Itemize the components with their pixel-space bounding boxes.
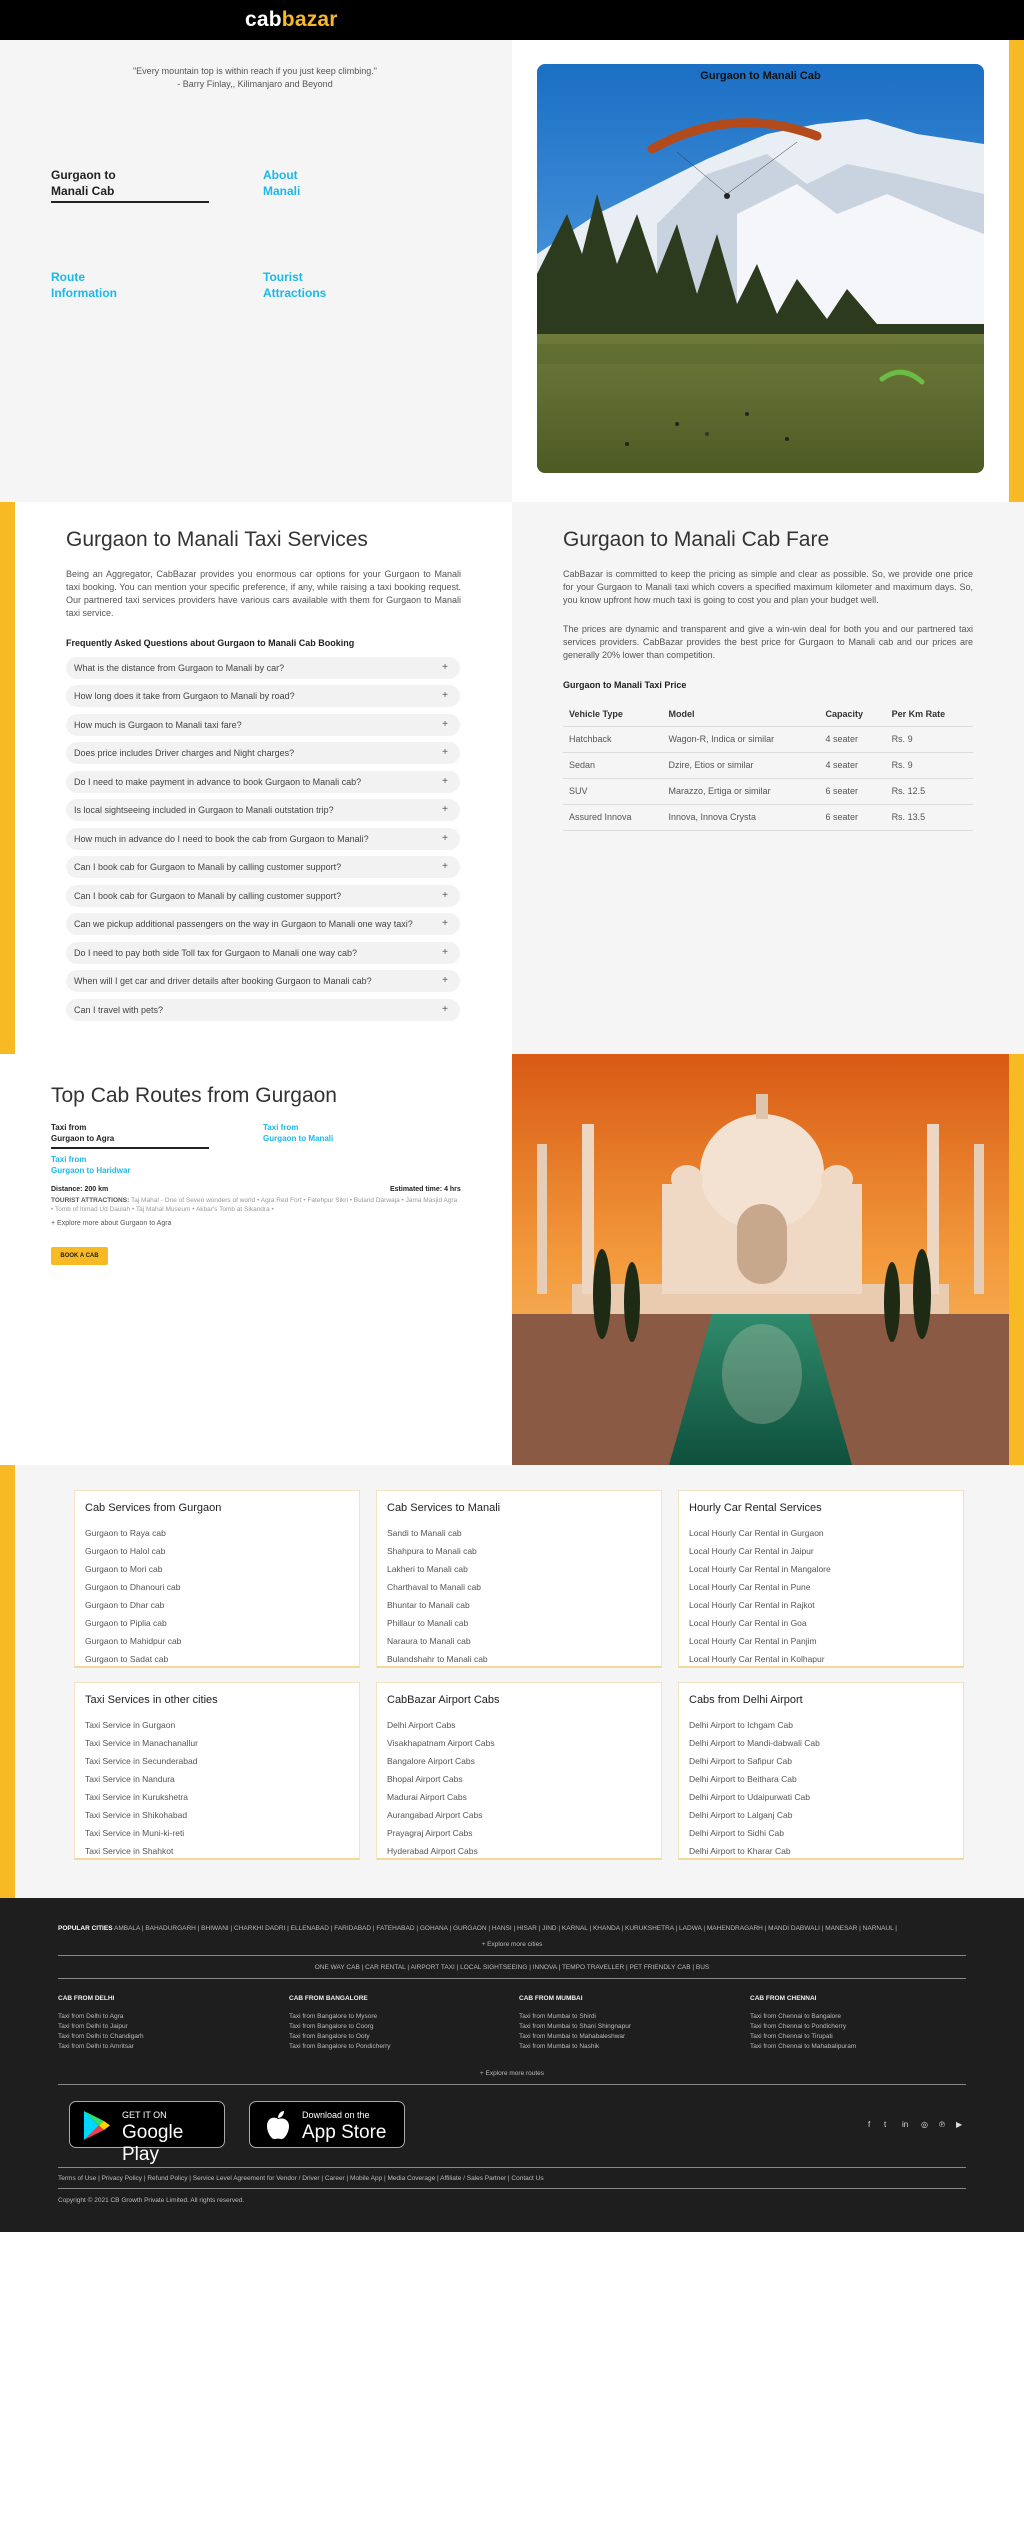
faq-item[interactable] bbox=[66, 771, 460, 793]
top-bar bbox=[0, 0, 1024, 40]
tab-label: About bbox=[263, 168, 298, 182]
services-title: Gurgaon to Manali Taxi Services bbox=[66, 528, 368, 551]
taj-mahal-image bbox=[512, 1054, 1009, 1465]
book-cab-button[interactable]: BOOK A CAB bbox=[51, 1247, 108, 1265]
footer-column-mumbai bbox=[519, 2012, 631, 2052]
attractions-list: Taj Mahal - One of Seven wonders of world • Agra Red Fort • Fatehpur Sikri • Buland Darwaja • Jama Masjid Agra • Tomb of Itimad Ud Daulah • Taj Mahal Museum • Akbar's Tomb at Sikandra • bbox=[51, 1197, 458, 1213]
column-header: Model bbox=[662, 702, 819, 726]
list-item[interactable]: Local Hourly Car Rental in Panjim bbox=[689, 1636, 817, 1646]
footer-link[interactable]: Taxi from Delhi to Jaipur bbox=[58, 2023, 128, 2030]
faq-question: Is local sightseeing included in Gurgaon to Manali outstation trip? bbox=[74, 805, 334, 815]
faq-heading: Frequently Asked Questions about Gurgaon to Manali Cab Booking bbox=[66, 638, 355, 648]
footer-legal-links[interactable]: Terms of Use | Privacy Policy | Refund Policy | Service Level Agreement for Vendor / Driver | Career | Mobile App | Media Coverage | Affiliate / Sales Partner | Contact Us bbox=[58, 2175, 544, 2182]
route-time: Estimated time: 4 hrs bbox=[390, 1186, 461, 1193]
card-hourly-car-rental bbox=[678, 1490, 964, 1668]
list-item[interactable]: Gurgaon to Dhanouri cab bbox=[85, 1582, 181, 1592]
table-cell: Wagon-R, Indica or similar bbox=[662, 726, 819, 752]
divider bbox=[58, 2167, 966, 2168]
app-store-big-text: App Store bbox=[302, 2122, 387, 2143]
fare-table bbox=[563, 702, 973, 831]
fare-title: Gurgaon to Manali Cab Fare bbox=[563, 528, 830, 551]
faq-question: How much in advance do I need to book the cab from Gurgaon to Manali? bbox=[74, 834, 369, 844]
list-item[interactable]: Delhi Airport to Udaipurwati Cab bbox=[689, 1792, 810, 1802]
plus-icon[interactable]: + bbox=[442, 1004, 448, 1015]
faq-question: What is the distance from Gurgaon to Manali by car? bbox=[74, 663, 285, 673]
list-item[interactable]: Delhi Airport to Mandi-dabwali Cab bbox=[689, 1738, 820, 1748]
list-item[interactable]: Gurgaon to Mahidpur cab bbox=[85, 1636, 182, 1646]
tab-label: Route bbox=[51, 270, 85, 284]
faq-item[interactable] bbox=[66, 856, 460, 878]
card-title: Taxi Services in other cities bbox=[85, 1694, 218, 1706]
attractions-label: TOURIST ATTRACTIONS: bbox=[51, 1197, 130, 1204]
tab-label: Attractions bbox=[263, 286, 327, 300]
route-tab-label: Taxi from bbox=[51, 1123, 87, 1132]
app-store-small-text: Download on the bbox=[302, 2110, 370, 2120]
faq-question: Can I book cab for Gurgaon to Manali by calling customer support? bbox=[74, 862, 342, 872]
hero-section bbox=[0, 40, 1024, 502]
route-tab-haridwar[interactable] bbox=[51, 1154, 131, 1176]
route-tab-agra[interactable] bbox=[51, 1122, 209, 1149]
table-row bbox=[563, 726, 973, 752]
tab-route-information[interactable] bbox=[51, 269, 117, 301]
table-row bbox=[563, 778, 973, 804]
list-item[interactable]: Local Hourly Car Rental in Gurgaon bbox=[689, 1528, 824, 1538]
footer-column-chennai bbox=[750, 2012, 856, 2052]
table-cell: SUV bbox=[563, 778, 662, 804]
footer-link[interactable]: Taxi from Mumbai to Shirdi bbox=[519, 2013, 596, 2020]
apple-icon bbox=[264, 2110, 292, 2141]
plus-icon[interactable]: + bbox=[442, 947, 448, 958]
table-row bbox=[563, 804, 973, 830]
card-title: Hourly Car Rental Services bbox=[689, 1502, 822, 1514]
faq-question: Can I book cab for Gurgaon to Manali by calling customer support? bbox=[74, 891, 342, 901]
footer-link[interactable]: Taxi from Delhi to Agra bbox=[58, 2013, 124, 2020]
list-item[interactable]: Phillaur to Manali cab bbox=[387, 1618, 469, 1628]
faq-item[interactable] bbox=[66, 942, 460, 964]
faq-item[interactable] bbox=[66, 799, 460, 821]
explore-cities-link[interactable]: + Explore more cities bbox=[481, 1941, 543, 1948]
card-cab-services-from-gurgaon bbox=[74, 1490, 360, 1668]
logo-text-cab: cab bbox=[245, 8, 282, 31]
plus-icon[interactable]: + bbox=[442, 690, 448, 701]
table-cell: Assured Innova bbox=[563, 804, 662, 830]
facebook-icon[interactable]: f bbox=[868, 2120, 871, 2129]
column-header: Per Km Rate bbox=[886, 702, 973, 726]
plus-icon[interactable]: + bbox=[442, 833, 448, 844]
tab-label: Information bbox=[51, 286, 117, 300]
list-item[interactable]: Taxi Service in Shahkot bbox=[85, 1846, 174, 1856]
list-item[interactable]: Aurangabad Airport Cabs bbox=[387, 1810, 483, 1820]
faq-question: Does price includes Driver charges and Night charges? bbox=[74, 748, 295, 758]
card-airport-cabs bbox=[376, 1682, 662, 1860]
accent-bar bbox=[1009, 1054, 1024, 1465]
table-cell: 6 seater bbox=[819, 804, 885, 830]
footer-link[interactable]: Taxi from Chennai to Mahabalipuram bbox=[750, 2043, 857, 2050]
column-header: Capacity bbox=[819, 702, 885, 726]
explore-routes-link[interactable]: + Explore more routes bbox=[479, 2070, 545, 2077]
list-item[interactable]: Madurai Airport Cabs bbox=[387, 1792, 467, 1802]
list-item[interactable]: Delhi Airport to Beithara Cab bbox=[689, 1774, 797, 1784]
list-item[interactable]: Taxi Service in Muni-ki-reti bbox=[85, 1828, 185, 1838]
plus-icon[interactable]: + bbox=[442, 662, 448, 673]
faq-question: Do I need to pay both side Toll tax for Gurgaon to Manali one way cab? bbox=[74, 948, 358, 958]
manali-mountain-image bbox=[537, 64, 984, 473]
list-item[interactable]: Charthaval to Manali cab bbox=[387, 1582, 482, 1592]
list-item[interactable]: Local Hourly Car Rental in Goa bbox=[689, 1618, 807, 1628]
list-item[interactable]: Taxi Service in Shikohabad bbox=[85, 1810, 188, 1820]
footer-link[interactable]: Taxi from Chennai to Tirupati bbox=[750, 2033, 833, 2040]
plus-icon[interactable]: + bbox=[442, 804, 448, 815]
list-item[interactable]: Delhi Airport to Ichgam Cab bbox=[689, 1720, 793, 1730]
routes-section bbox=[0, 1054, 1024, 1465]
list-item[interactable]: Bulandshahr to Manali cab bbox=[387, 1654, 488, 1664]
table-cell: Rs. 9 bbox=[886, 726, 973, 752]
faq-item[interactable] bbox=[66, 913, 460, 935]
table-cell: Rs. 9 bbox=[886, 752, 973, 778]
column-header: Vehicle Type bbox=[563, 702, 662, 726]
plus-icon[interactable]: + bbox=[442, 776, 448, 787]
list-item[interactable]: Sandi to Manali cab bbox=[387, 1528, 462, 1538]
list-item[interactable]: Local Hourly Car Rental in Rajkot bbox=[689, 1600, 815, 1610]
card-title: Cabs from Delhi Airport bbox=[689, 1694, 803, 1706]
footer-column-bangalore bbox=[289, 2012, 391, 2052]
list-item[interactable]: Taxi Service in Manachanallur bbox=[85, 1738, 198, 1748]
services-fare-section bbox=[0, 502, 1024, 1054]
faq-question: How much is Gurgaon to Manali taxi fare? bbox=[74, 720, 242, 730]
route-tab-label: Taxi from bbox=[263, 1123, 299, 1132]
list-item[interactable]: Naraura to Manali cab bbox=[387, 1636, 471, 1646]
list-item[interactable]: Local Hourly Car Rental in Jaipur bbox=[689, 1546, 814, 1556]
route-tab-label: Taxi from bbox=[51, 1155, 87, 1164]
table-cell: Sedan bbox=[563, 752, 662, 778]
table-cell: 4 seater bbox=[819, 726, 885, 752]
plus-icon[interactable]: + bbox=[442, 918, 448, 929]
footer-link[interactable]: Taxi from Bangalore to Ooty bbox=[289, 2033, 370, 2040]
accent-bar bbox=[0, 1465, 15, 1898]
footer-link[interactable]: Taxi from Bangalore to Mysore bbox=[289, 2013, 378, 2020]
list-item[interactable]: Gurgaon to Raya cab bbox=[85, 1528, 166, 1538]
popular-cities-label: POPULAR CITIES bbox=[58, 1925, 113, 1932]
route-distance: Distance: 200 km bbox=[51, 1186, 109, 1193]
tab-gurgaon-manali-cab[interactable] bbox=[51, 167, 209, 203]
list-item[interactable]: Shahpura to Manali cab bbox=[387, 1546, 477, 1556]
faq-item[interactable] bbox=[66, 742, 460, 764]
table-cell: Innova, Innova Crysta bbox=[662, 804, 819, 830]
footer-link[interactable]: Taxi from Mumbai to Mahabaleshwar bbox=[519, 2033, 626, 2040]
list-item[interactable]: Gurgaon to Sadat cab bbox=[85, 1654, 169, 1664]
route-attractions bbox=[51, 1196, 461, 1214]
card-title: CabBazar Airport Cabs bbox=[387, 1694, 500, 1706]
table-cell: Marazzo, Ertiga or similar bbox=[662, 778, 819, 804]
footer-link[interactable]: Taxi from Bangalore to Pondicherry bbox=[289, 2043, 391, 2050]
footer-column-title: CAB FROM BANGALORE bbox=[289, 1995, 368, 2002]
faq-question: Can we pickup additional passengers on the way in Gurgaon to Manali one way taxi? bbox=[74, 919, 413, 929]
list-item[interactable]: Taxi Service in Kurukshetra bbox=[85, 1792, 188, 1802]
accent-bar bbox=[0, 502, 15, 1054]
tab-tourist-attractions[interactable] bbox=[263, 269, 326, 301]
faq-item[interactable] bbox=[66, 885, 460, 907]
table-cell: Rs. 13.5 bbox=[886, 804, 973, 830]
list-item[interactable]: Delhi Airport to Sidhi Cab bbox=[689, 1828, 784, 1838]
plus-icon[interactable]: + bbox=[442, 861, 448, 872]
plus-icon[interactable]: + bbox=[442, 747, 448, 758]
table-cell: 4 seater bbox=[819, 752, 885, 778]
popular-cities-list[interactable]: AMBALA | BAHADURGARH | BHIWANI | CHARKHI DADRI | ELLENABAD | FARIDABAD | FATEHABAD | GOHANA | GURGAON | HANSI | HISAR | JIND | KARNAL | KHANDA | KURUKSHETRA | LADWA | MAHENDRAGARH | MANDI DABWALI | MANESAR | NARNAUL | bbox=[114, 1925, 897, 1932]
divider bbox=[58, 1978, 966, 1979]
table-cell: Hatchback bbox=[563, 726, 662, 752]
accent-bar bbox=[1009, 40, 1024, 502]
divider bbox=[58, 2084, 966, 2085]
faq-item[interactable] bbox=[66, 999, 460, 1021]
list-item[interactable]: Hyderabad Airport Cabs bbox=[387, 1846, 478, 1856]
list-item[interactable]: Bhopal Airport Cabs bbox=[387, 1774, 463, 1784]
google-play-small-text: GET IT ON bbox=[122, 2110, 167, 2120]
google-play-button[interactable] bbox=[69, 2101, 225, 2165]
fare-description: CabBazar is committed to keep the pricing as simple and clear as possible. So, we provide one price for your Gurgaon to Manali taxi which covers a specified maximum kilometer and maximum days. So, you know upfront how much taxi is going to cost you and plan your budget well. bbox=[563, 569, 973, 605]
list-item[interactable]: Gurgaon to Mori cab bbox=[85, 1564, 163, 1574]
quote-text: "Every mountain top is within reach if you just keep climbing." bbox=[132, 66, 377, 76]
faq-item[interactable] bbox=[66, 828, 460, 850]
table-cell: 6 seater bbox=[819, 778, 885, 804]
youtube-icon[interactable]: ▶ bbox=[956, 2120, 963, 2129]
card-title: Cab Services to Manali bbox=[387, 1502, 501, 1514]
list-item[interactable]: Delhi Airport Cabs bbox=[387, 1720, 456, 1730]
faq-question: How long does it take from Gurgaon to Manali by road? bbox=[74, 691, 295, 701]
explore-route-link[interactable]: + Explore more about Gurgaon to Agra bbox=[51, 1220, 172, 1227]
list-item[interactable]: Delhi Airport to Safipur Cab bbox=[689, 1756, 792, 1766]
faq-question: Do I need to make payment in advance to book Gurgaon to Manali cab? bbox=[74, 777, 362, 787]
footer-link[interactable]: Taxi from Chennai to Pondicherry bbox=[750, 2023, 847, 2030]
list-item[interactable]: Prayagraj Airport Cabs bbox=[387, 1828, 473, 1838]
footer-column-title: CAB FROM DELHI bbox=[58, 1995, 115, 2002]
tab-label: Tourist bbox=[263, 270, 303, 284]
pinterest-icon[interactable]: ℗ bbox=[939, 2120, 945, 2129]
popular-cities bbox=[58, 1924, 968, 1934]
list-item[interactable]: Gurgaon to Piplia cab bbox=[85, 1618, 167, 1628]
footer bbox=[0, 1898, 1024, 2232]
route-tab-label: Gurgaon to Manali bbox=[263, 1134, 334, 1143]
divider bbox=[58, 1955, 966, 1956]
fare-table-title: Gurgaon to Manali Taxi Price bbox=[563, 680, 687, 690]
footer-column-title: CAB FROM CHENNAI bbox=[750, 1995, 817, 2002]
google-play-big-text: Google Play bbox=[122, 2122, 184, 2165]
brand-logo[interactable] bbox=[245, 8, 338, 32]
tab-label: Gurgaon to bbox=[51, 168, 116, 182]
card-taxi-other-cities bbox=[74, 1682, 360, 1860]
google-play-icon bbox=[82, 2110, 112, 2141]
route-tab-label: Gurgaon to Agra bbox=[51, 1134, 115, 1143]
faq-question: When will I get car and driver details after booking Gurgaon to Manali cab? bbox=[74, 976, 372, 986]
faq-question: Can I travel with pets? bbox=[74, 1005, 164, 1015]
link-cards-section bbox=[0, 1465, 1024, 1898]
faq-item[interactable] bbox=[66, 657, 460, 679]
card-cabs-from-delhi-airport bbox=[678, 1682, 964, 1860]
logo-text-bazar: bazar bbox=[281, 8, 338, 31]
table-row bbox=[563, 752, 973, 778]
tab-label: Manali bbox=[263, 184, 301, 198]
list-item[interactable]: Local Hourly Car Rental in Pune bbox=[689, 1582, 811, 1592]
list-item[interactable]: Delhi Airport to Lalganj Cab bbox=[689, 1810, 793, 1820]
route-tab-label: Gurgaon to Haridwar bbox=[51, 1166, 131, 1175]
plus-icon[interactable]: + bbox=[442, 890, 448, 901]
twitter-icon[interactable]: t bbox=[884, 2120, 887, 2129]
route-tab-manali[interactable] bbox=[263, 1122, 333, 1144]
plus-icon[interactable]: + bbox=[442, 719, 448, 730]
hero-quote bbox=[60, 65, 450, 91]
footer-column-delhi bbox=[58, 2012, 144, 2052]
tab-about-manali[interactable] bbox=[263, 167, 300, 199]
footer-link[interactable]: Taxi from Mumbai to Shani Shingnapur bbox=[519, 2023, 632, 2030]
list-item[interactable]: Local Hourly Car Rental in Kolhapur bbox=[689, 1654, 825, 1664]
manali-image-card bbox=[537, 64, 984, 473]
footer-link[interactable]: Taxi from Chennai to Bangalore bbox=[750, 2013, 842, 2020]
faq-item[interactable] bbox=[66, 685, 460, 707]
image-title: Gurgaon to Manali Cab bbox=[700, 70, 821, 82]
fare-pricing-note: The prices are dynamic and transparent and give a win-win deal for both you and our partnered taxi services providers. CabBazar provides the best price for Gurgaon to Manali cab and our prices are generally 20% lower than competition. bbox=[563, 624, 973, 660]
faq-item[interactable] bbox=[66, 714, 460, 736]
copyright-text: Copyright © 2021 CB Growth Private Limited. All rights reserved. bbox=[58, 2197, 245, 2204]
list-item[interactable]: Local Hourly Car Rental in Mangalore bbox=[689, 1564, 831, 1574]
plus-icon[interactable]: + bbox=[442, 975, 448, 986]
services-links[interactable]: ONE WAY CAB | CAR RENTAL | AIRPORT TAXI | LOCAL SIGHTSEEING | INNOVA | TEMPO TRAVELLER | PET FRIENDLY CAB | BUS bbox=[314, 1964, 710, 1971]
list-item[interactable]: Visakhapatnam Airport Cabs bbox=[387, 1738, 495, 1748]
card-cab-services-to-manali bbox=[376, 1490, 662, 1668]
linkedin-icon[interactable]: in bbox=[902, 2120, 909, 2129]
list-item[interactable]: Bangalore Airport Cabs bbox=[387, 1756, 475, 1766]
list-item[interactable]: Taxi Service in Secunderabad bbox=[85, 1756, 198, 1766]
footer-link[interactable]: Taxi from Bangalore to Coorg bbox=[289, 2023, 374, 2030]
list-item[interactable]: Taxi Service in Gurgaon bbox=[85, 1720, 176, 1730]
faq-item[interactable] bbox=[66, 970, 460, 992]
footer-link[interactable]: Taxi from Delhi to Chandigarh bbox=[58, 2033, 144, 2040]
app-store-button[interactable] bbox=[249, 2101, 405, 2148]
tab-label: Manali Cab bbox=[51, 184, 115, 198]
list-item[interactable]: Lakheri to Manali cab bbox=[387, 1564, 468, 1574]
footer-link[interactable]: Taxi from Mumbai to Nashik bbox=[519, 2043, 600, 2050]
footer-column-title: CAB FROM MUMBAI bbox=[519, 1995, 583, 2002]
list-item[interactable]: Gurgaon to Halol cab bbox=[85, 1546, 166, 1556]
instagram-icon[interactable]: ◎ bbox=[921, 2120, 928, 2129]
services-description: Being an Aggregator, CabBazar provides you enormous car options for your Gurgaon to Manali taxi booking. You can mention your specific preference, if any, while raising a taxi booking request. Our partnered taxi services providers have various cars available with them for Gurgaon to Manali taxi service. bbox=[66, 569, 461, 618]
table-cell: Dzire, Etios or similar bbox=[662, 752, 819, 778]
card-title: Cab Services from Gurgaon bbox=[85, 1502, 222, 1514]
table-header-row bbox=[563, 702, 973, 726]
divider bbox=[58, 2188, 966, 2189]
footer-link[interactable]: Taxi from Delhi to Amritsar bbox=[58, 2043, 134, 2050]
list-item[interactable]: Bhuntar to Manali cab bbox=[387, 1600, 470, 1610]
routes-title: Top Cab Routes from Gurgaon bbox=[51, 1084, 337, 1107]
list-item[interactable]: Taxi Service in Nandura bbox=[85, 1774, 175, 1784]
quote-author: - Barry Finlay,, Kilimanjaro and Beyond bbox=[177, 79, 333, 89]
list-item[interactable]: Delhi Airport to Kharar Cab bbox=[689, 1846, 791, 1856]
list-item[interactable]: Gurgaon to Dhar cab bbox=[85, 1600, 165, 1610]
table-cell: Rs. 12.5 bbox=[886, 778, 973, 804]
